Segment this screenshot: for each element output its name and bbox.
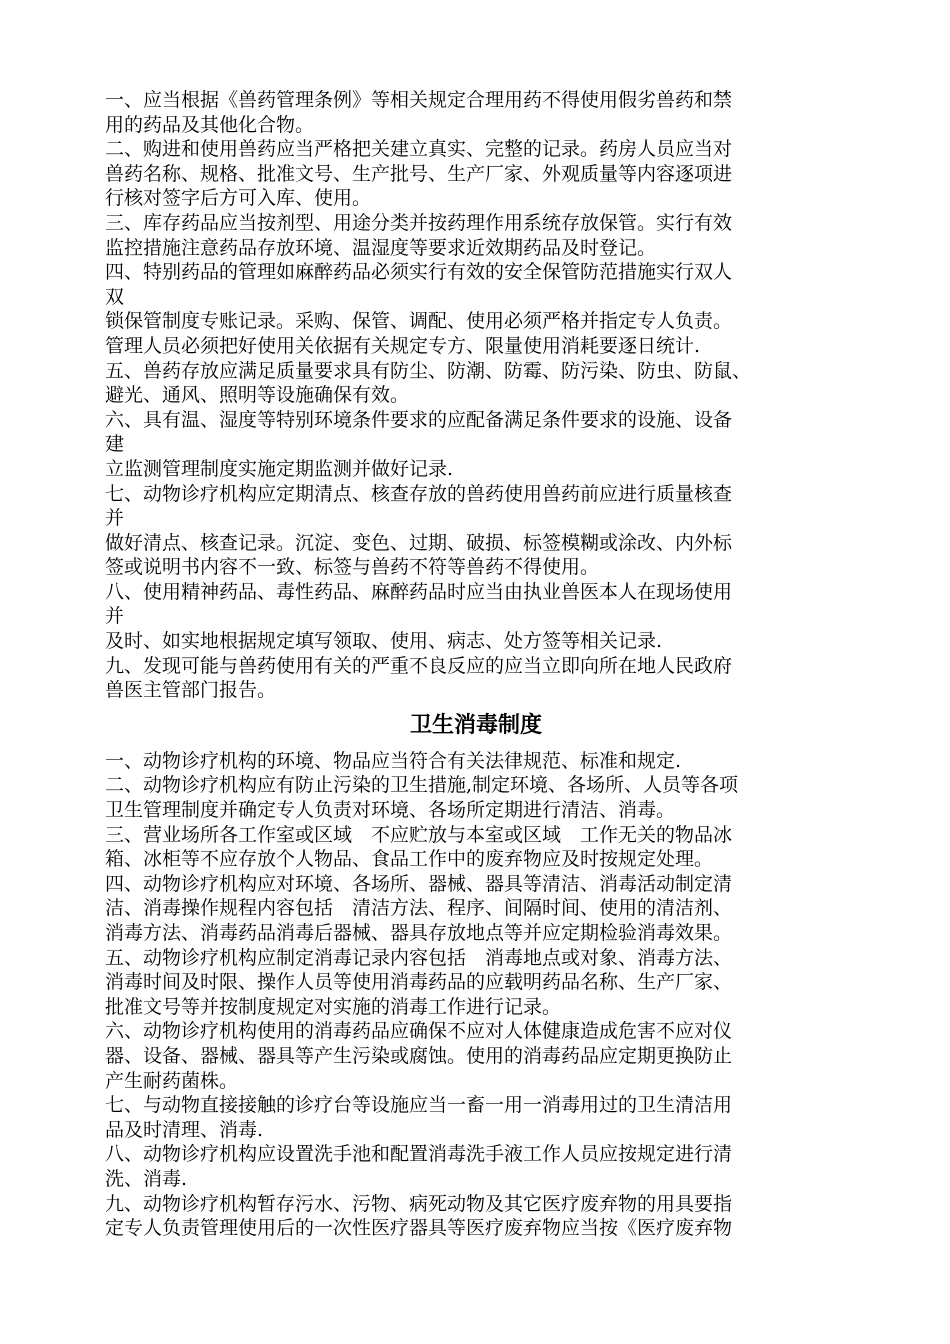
text-line: 二、动物诊疗机构应有防止污染的卫生措施,制定环境、各场所、人员等各项 — [105, 774, 739, 797]
text-line: 并 — [105, 507, 125, 530]
text-line: 产生耐药菌株。 — [105, 1069, 239, 1092]
text-line: 品及时清理、消毒. — [105, 1118, 264, 1141]
section-title: 卫生消毒制度 — [409, 712, 542, 738]
text-line: 定专人负责管理使用后的一次性医疗器具等医疗废弃物应当按《医疗废弃物 — [105, 1217, 733, 1240]
text-line: 行核对签字后方可入库、使用。 — [105, 187, 372, 210]
text-line: 九、动物诊疗机构暂存污水、污物、病死动物及其它医疗废弃物的用具要指 — [105, 1192, 733, 1215]
text-line: 洁、消毒操作规程内容包括 清洁方法、程序、间隔时间、使用的清洁剂、 — [105, 897, 733, 920]
text-line: 兽医主管部门报告。 — [105, 679, 277, 702]
text-line: 消毒时间及时限、操作人员等使用消毒药品的应载明药品名称、生产厂家、 — [105, 971, 733, 994]
text-line: 箱、冰柜等不应存放个人物品、食品工作中的废弃物应及时按规定处理。 — [105, 848, 714, 871]
text-line: 及时、如实地根据规定填写领取、使用、病志、处方签等相关记录. — [105, 630, 663, 653]
text-line: 卫生管理制度并确定专人负责对环境、各场所定期进行清洁、消毒。 — [105, 799, 676, 822]
text-line: 立监测管理制度实施定期监测并做好记录. — [105, 457, 454, 480]
text-line: 管理人员必须把好使用关依据有关规定专方、限量使用消耗要逐日统计. — [105, 334, 701, 357]
text-line: 九、发现可能与兽药使用有关的严重不良反应的应当立即向所在地人民政府 — [105, 654, 733, 677]
text-line: 批准文号等并按制度规定对实施的消毒工作进行记录。 — [105, 995, 562, 1018]
text-line: 三、营业场所各工作室或区域 不应贮放与本室或区域 工作无关的物品冰 — [105, 823, 733, 846]
text-line: 一、动物诊疗机构的环境、物品应当符合有关法律规范、标准和规定. — [105, 749, 682, 772]
text-line: 签或说明书内容不一致、标签与兽药不符等兽药不得使用。 — [105, 556, 600, 579]
text-line: 监控措施注意药品存放环境、温湿度等要求近效期药品及时登记。 — [105, 236, 657, 259]
text-line: 七、动物诊疗机构应定期清点、核查存放的兽药使用兽药前应进行质量核查 — [105, 482, 733, 505]
text-line: 六、具有温、湿度等特别环境条件要求的应配备满足条件要求的设施、设备 — [105, 408, 733, 431]
text-line: 七、与动物直接接触的诊疗台等设施应当一畜一用一消毒用过的卫生清洁用 — [105, 1094, 733, 1117]
text-line: 一、应当根据《兽药管理条例》等相关规定合理用药不得使用假劣兽药和禁 — [105, 89, 733, 111]
text-line: 并 — [105, 605, 125, 628]
text-line: 二、购进和使用兽药应当严格把关建立真实、完整的记录。药房人员应当对 — [105, 138, 733, 161]
text-line: 八、使用精神药品、毒性药品、麻醉药品时应当由执业兽医本人在现场使用 — [105, 580, 733, 603]
text-line: 建 — [105, 433, 125, 456]
text-line: 器、设备、器械、器具等产生污染或腐蚀。使用的消毒药品应定期更换防止 — [105, 1044, 733, 1067]
document-page — [105, 88, 865, 1241]
text-line: 消毒方法、消毒药品消毒后器械、器具存放地点等并应定期检验消毒效果。 — [105, 922, 733, 944]
text-line: 做好清点、核查记录。沉淀、变色、过期、破损、标签模糊或涂改、内外标 — [105, 531, 733, 554]
text-line: 五、兽药存放应满足质量要求具有防尘、防潮、防霉、防污染、防虫、防鼠、 — [105, 359, 752, 382]
text-line: 洗、消毒. — [105, 1167, 188, 1190]
text-line: 避光、通风、照明等设施确保有效。 — [105, 384, 410, 407]
drug-management-section — [105, 88, 865, 703]
text-line: 用的药品及其他化合物。 — [105, 113, 315, 136]
text-line: 三、库存药品应当按剂型、用途分类并按药理作用系统存放保管。实行有效 — [105, 211, 733, 234]
text-line: 六、动物诊疗机构使用的消毒药品应确保不应对人体健康造成危害不应对仪 — [105, 1020, 733, 1043]
text-line: 四、特别药品的管理如麻醉药品必须实行有效的安全保管防范措施实行双人 — [105, 261, 733, 284]
text-line: 五、动物诊疗机构应制定消毒记录内容包括 消毒地点或对象、消毒方法、 — [105, 946, 733, 969]
text-line: 四、动物诊疗机构应对环境、各场所、器械、器具等清洁、消毒活动制定清 — [105, 872, 733, 895]
text-line: 兽药名称、规格、批准文号、生产批号、生产厂家、外观质量等内容逐项进 — [105, 162, 733, 185]
text-line: 双 — [105, 285, 125, 308]
text-line: 八、动物诊疗机构应设置洗手池和配置消毒洗手液工作人员应按规定进行清 — [105, 1143, 733, 1166]
hygiene-disinfection-section — [105, 749, 865, 1241]
text-line: 锁保管制度专账记录。采购、保管、调配、使用必须严格并指定专人负责。 — [105, 310, 733, 333]
